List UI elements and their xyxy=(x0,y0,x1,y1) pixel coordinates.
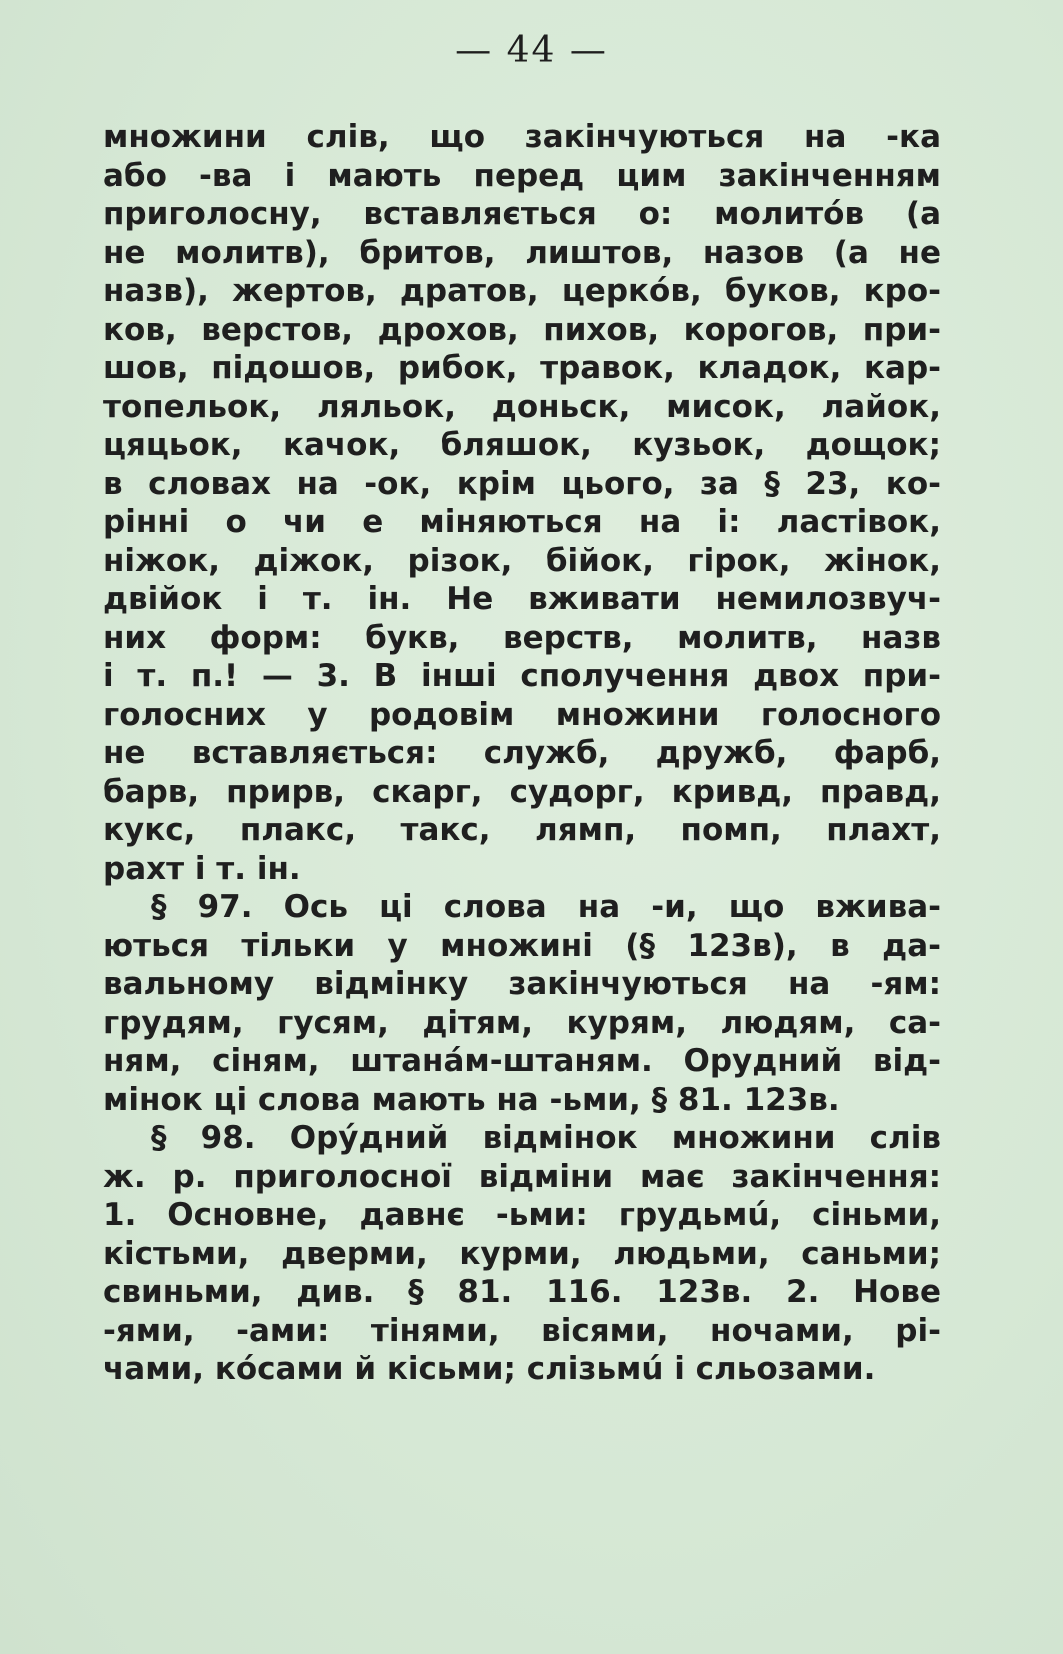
paragraph-end-line: чами, кóсами й кісьми; слізьмú і сльозами. xyxy=(103,1351,876,1387)
text-line: ніжок, діжок, різок, бійок, гірок, жінок, xyxy=(103,542,941,579)
text-line: не вставляється: служб, дружб, фарб, xyxy=(103,735,941,771)
text-line: топельок, ляльок, доньск, мисок, лайок, xyxy=(103,388,941,425)
text-line: них форм: букв, верств, молитв, назв xyxy=(103,619,941,656)
text-line: двійок і т. ін. Не вживати немилозвуч- xyxy=(103,581,941,617)
text-line: грудям, гусям, дітям, курям, людям, са- xyxy=(103,1004,941,1041)
text-line: свиньми, див. § 81. 116. 123в. 2. Нове xyxy=(103,1274,941,1310)
text-line: множини слів, що закінчуються на -ка xyxy=(103,119,941,155)
text-line: приголосну, вставляється о: молитóв (а xyxy=(103,196,941,232)
text-line: ються тільки у множині (§ 123в), в да- xyxy=(103,927,941,964)
text-line: ням, сіням, штанáм-штаням. Орудний від- xyxy=(103,1043,941,1079)
paragraph-end-line: рахт і т. ін. xyxy=(103,850,301,887)
body-text xyxy=(103,118,941,1389)
text-line: або -ва і мають перед цим закінченням xyxy=(103,157,941,194)
page-number: — 44 — xyxy=(455,30,608,71)
text-line: рінні о чи е міняються на і: ластівок, xyxy=(103,504,941,540)
text-line: в словах на -ок, крім цього, за § 23, ко- xyxy=(103,465,941,502)
text-line: шов, підошов, рибок, травок, кладок, кар- xyxy=(103,350,941,386)
text-line: -ями, -ами: тінями, вісями, ночами, рі- xyxy=(103,1312,941,1349)
text-line: 1. Основне, давнє -ьми: грудьмú, сіньми, xyxy=(103,1197,941,1233)
text-line: голосних у родовім множини голосного xyxy=(103,696,941,733)
text-line: барв, прирв, скарг, судорг, кривд, правд, xyxy=(103,773,941,810)
text-line: ков, верстов, дрохов, пихов, корогов, при- xyxy=(103,311,941,348)
text-line: назв), жертов, дратов, церкóв, буков, кро- xyxy=(103,273,941,309)
section-98-start: § 98. Орýдний відмінок множини слів xyxy=(151,1120,941,1156)
text-line: кукс, плакс, такс, лямп, помп, плахт, xyxy=(103,812,941,848)
text-line: кістьми, дверми, курми, людьми, саньми; xyxy=(103,1235,941,1272)
text-line: ж. р. приголосної відміни має закінчення: xyxy=(103,1158,941,1195)
text-line: вальному відмінку закінчуються на -ям: xyxy=(103,966,941,1002)
text-line: цяцьок, качок, бляшок, кузьок, дощок; xyxy=(103,427,941,463)
text-line: і т. п.! — 3. В інші сполучення двох при- xyxy=(103,658,941,694)
text-line: не молитв), бритов, лиштов, назов (а не xyxy=(103,234,941,271)
section-97-start: § 97. Ось ці слова на -и, що вжива- xyxy=(151,889,941,925)
paragraph-end-line: мінок ці слова мають на -ьми, § 81. 123в. xyxy=(103,1081,840,1118)
